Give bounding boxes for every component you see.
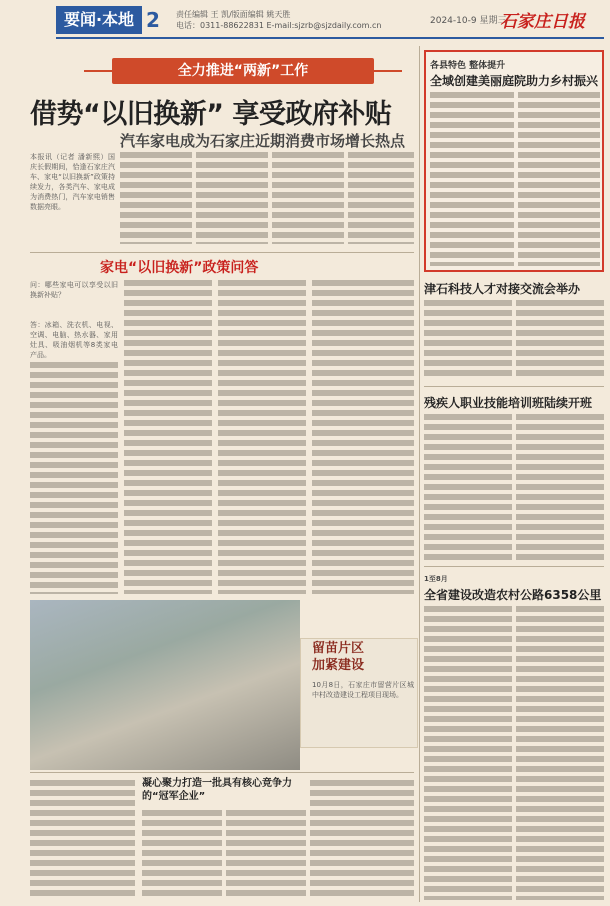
news-photo xyxy=(30,600,300,770)
bottom-column xyxy=(226,810,306,900)
featured-column xyxy=(430,92,514,266)
right-column xyxy=(516,606,604,900)
body-column xyxy=(196,152,268,244)
page-number: 2 xyxy=(146,8,160,32)
divider xyxy=(30,252,414,253)
newspaper-logo: 石家庄日报 xyxy=(500,12,585,32)
photo-caption: 10月8日，石家庄市留营片区城中村改造建设工程项目现场。 xyxy=(312,681,414,699)
featured-tag: 各县特色 整体提升 xyxy=(430,61,506,71)
column-divider xyxy=(419,46,420,902)
editor-info: 责任编辑 王 凯/版面编辑 姚天胜 电话：0311-88622831 E-mail:sjzrb@sjzdaily.com.cn xyxy=(176,10,382,30)
divider xyxy=(30,772,414,773)
main-subheadline: 汽车家电成为石家庄近期消费市场增长热点 xyxy=(120,132,406,150)
right-column xyxy=(424,606,512,900)
bottom-column xyxy=(142,810,222,900)
qa-answer: 答：冰箱、洗衣机、电视、空调、电脑、热水器、家用灶具、吸油烟机等8类家电产品。 xyxy=(30,321,118,359)
bottom-headline: 凝心聚力打造一批具有核心竞争力的“冠军企业” xyxy=(142,778,292,802)
right-article-title: 全省建设改造农村公路6358公里 xyxy=(424,588,602,602)
body-column xyxy=(120,152,192,244)
featured-title: 全域创建美丽庭院助力乡村振兴 xyxy=(430,74,599,88)
issue-date: 2024-10-9 星期三 xyxy=(430,16,507,26)
lead-text: 本报讯（记者 潘新熙）国庆长假期间，恰逢石家庄汽车、家电“以旧换新”政策持续发力，各类汽车、家电成为消费热门，汽车家电销售数据亮眼。 xyxy=(30,153,115,211)
qa-headline: 家电“以旧换新”政策问答 xyxy=(100,260,259,276)
divider xyxy=(424,386,604,387)
right-column xyxy=(424,300,512,380)
bottom-column xyxy=(30,780,135,900)
featured-column xyxy=(518,92,600,266)
qa-column xyxy=(30,362,118,594)
qa-question: 问：哪些家电可以享受以旧换新补贴？ xyxy=(30,281,118,299)
right-column xyxy=(516,414,604,560)
bottom-column xyxy=(310,780,414,900)
divider xyxy=(424,566,604,567)
page-header xyxy=(0,0,610,38)
right-article-kicker: 1至8月 xyxy=(424,575,448,583)
right-article-title: 津石科技人才对接交流会举办 xyxy=(424,282,581,296)
main-headline: 借势“以旧换新” 享受政府补贴 xyxy=(30,99,392,130)
body-column xyxy=(348,152,414,244)
qa-column xyxy=(312,280,414,594)
photo-caption-title: 留苗片区 加紧建设 xyxy=(312,641,365,673)
section-label: 要闻·本地 xyxy=(56,6,142,34)
right-column xyxy=(516,300,604,380)
qa-column xyxy=(218,280,306,594)
right-column xyxy=(424,414,512,560)
header-rule xyxy=(56,37,604,39)
body-column xyxy=(272,152,344,244)
qa-column xyxy=(124,280,212,594)
right-article-title: 残疾人职业技能培训班陆续开班 xyxy=(424,396,593,410)
topic-banner: 全力推进“两新”工作 xyxy=(112,58,374,84)
